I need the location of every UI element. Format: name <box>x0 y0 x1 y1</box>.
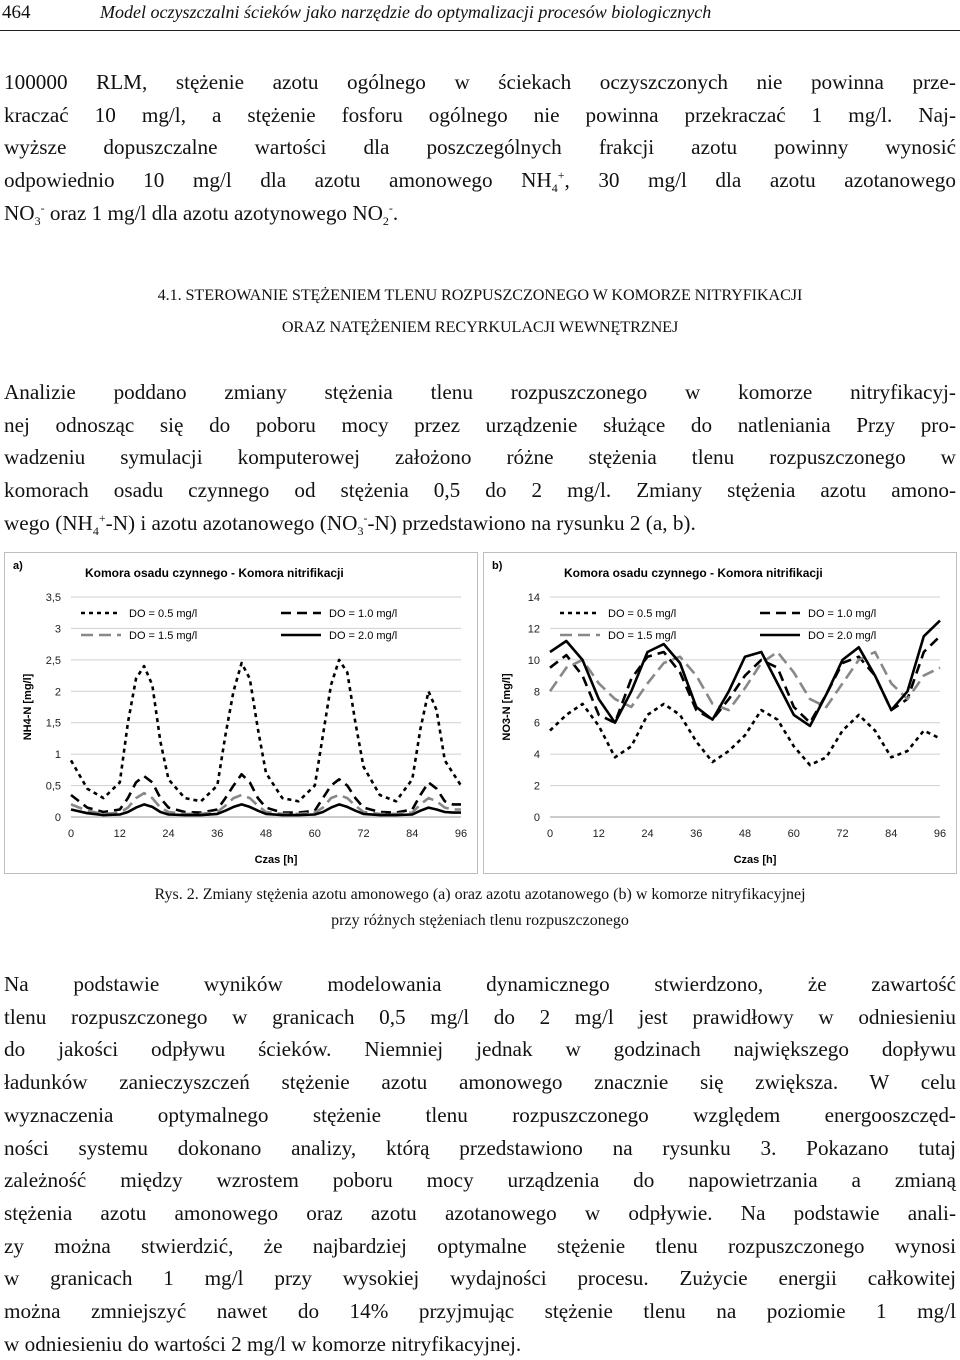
subscript: 3 <box>34 214 41 229</box>
chart-a-ytick-label: 3 <box>54 623 61 636</box>
text-line <box>4 507 956 540</box>
chart-b-xlabel: Czas [h] <box>733 854 777 866</box>
chart-a-ytick-label: 2 <box>54 686 61 699</box>
chart-a-xtick-label: 84 <box>406 828 419 840</box>
chart-a-xlabel: Czas [h] <box>254 854 298 866</box>
chart-a-xtick-label: 96 <box>454 828 468 840</box>
chart-a-ytick-label: 2,5 <box>45 654 61 667</box>
chart-b-panel <box>483 552 957 874</box>
text-line: tlenu rozpuszczonego w granicach 0,5 mg/l do 2 mg/l jest prawidłowy w odniesieniu <box>4 1004 956 1029</box>
chart-b-legend-label: DO = 1.5 mg/l <box>608 630 677 642</box>
chart-a <box>5 553 477 873</box>
chart-b-xtick-label: 48 <box>738 828 752 840</box>
section-heading-line-1: 4.1. STEROWANIE STĘŻENIEM TLENU ROZPUSZCZONEGO W KOMORZE NITRYFIKACJI <box>157 286 803 304</box>
text-line: wyższe dopuszczalne wartości dla poszczególnych frakcji azotu powinny wynosić <box>4 135 956 160</box>
text-run: . <box>392 200 399 225</box>
subscript: 4 <box>551 181 558 196</box>
superscript: - <box>40 200 45 215</box>
chart-b <box>484 553 956 873</box>
chart-b-series-line-2 <box>550 636 940 722</box>
chart-b-ytick-label: 2 <box>533 780 540 793</box>
chart-a-series-line-1 <box>71 660 461 801</box>
chart-b-xtick-label: 24 <box>641 828 654 840</box>
chart-b-panel-label: b) <box>492 560 503 572</box>
chart-a-panel-label: a) <box>13 560 23 572</box>
chart-a-legend-label: DO = 1.0 mg/l <box>329 608 398 620</box>
chart-b-xtick-label: 84 <box>885 828 898 840</box>
chart-b-ytick-label: 8 <box>533 686 540 699</box>
chart-a-ytick-label: 3,5 <box>45 592 61 604</box>
text-line: stężenia azotu amonowego oraz azotu azotanowego w odpływie. Na podstawie anali- <box>4 1200 956 1225</box>
chart-b-ytick-label: 6 <box>533 717 540 730</box>
text-line: wyznaczenia optymalnego stężenie tlenu rozpuszczonego względem energooszczęd- <box>4 1102 956 1127</box>
text-line: 100000 RLM, stężenie azotu ogólnego w ściekach oczyszczonych nie powinna prze- <box>4 70 956 94</box>
text-line: zależność między wzrostem poboru mocy urządzenia do napowietrzania a zmianą <box>4 1168 956 1193</box>
section-heading-line-2: ORAZ NATĘŻENIEM RECYRKULACJI WEWNĘTRZNEJ <box>281 318 679 336</box>
text-line: ładunków zanieczyszczeń stężenie azotu amonowego znacznie się zwiększa. W celu <box>4 1070 956 1095</box>
running-title: Model oczyszczalni ścieków jako narzędzie do optymalizacji procesów biologicznych <box>100 2 712 22</box>
chart-b-xtick-label: 60 <box>787 828 800 840</box>
page-number: 464 <box>2 2 31 23</box>
chart-b-ytick-label: 10 <box>527 654 540 667</box>
header-rule <box>0 30 960 31</box>
chart-a-ytick-label: 1 <box>54 749 61 762</box>
text-run: -N) przedstawiono na rysunku 2 (a, b). <box>367 510 696 535</box>
chart-b-xtick-label: 96 <box>933 828 947 840</box>
chart-a-xtick-label: 24 <box>162 828 175 840</box>
chart-b-ylabel: NO3-N [mg/l] <box>501 673 513 741</box>
text-run: wego (NH <box>4 510 93 535</box>
superscript: - <box>388 200 393 215</box>
text-line: wadzeniu symulacji komputerowej założono różne stężenia tlenu rozpuszczonego w <box>4 445 956 470</box>
chart-a-xtick-label: 12 <box>113 828 126 840</box>
chart-b-legend-label: DO = 2.0 mg/l <box>808 630 877 642</box>
figure-caption-line-2: przy różnych stężeniach tlenu rozpuszczonego <box>331 912 629 929</box>
chart-a-xtick-label: 48 <box>259 828 273 840</box>
text-line: kraczać 10 mg/l, a stężenie fosforu ogólnego nie powinna przekraczać 1 mg/l. Naj- <box>4 102 956 127</box>
running-header <box>0 0 960 28</box>
chart-b-legend-label: DO = 0.5 mg/l <box>608 608 677 620</box>
text-line <box>4 197 956 230</box>
chart-a-xtick-label: 60 <box>308 828 321 840</box>
paragraph-1 <box>4 66 956 230</box>
chart-b-legend-label: DO = 1.0 mg/l <box>808 608 877 620</box>
subscript: 3 <box>357 524 364 539</box>
paragraph-3 <box>4 968 956 1360</box>
text-line: można zmniejszyć nawet do 14% przyjmując stężenie tlenu na poziomie 1 mg/l <box>4 1299 956 1324</box>
text-line: do jakości odpływu ścieków. Niemniej jednak w godzinach największego dopływu <box>4 1037 956 1062</box>
chart-a-ytick-label: 0 <box>54 812 61 824</box>
superscript: - <box>363 510 368 525</box>
paragraph-2 <box>4 376 956 540</box>
chart-a-xtick-label: 36 <box>211 828 224 840</box>
chart-b-xtick-label: 12 <box>592 828 605 840</box>
chart-b-xtick-label: 0 <box>546 828 554 840</box>
chart-a-legend-label: DO = 1.5 mg/l <box>129 630 198 642</box>
subscript: 2 <box>382 214 389 229</box>
subscript: 4 <box>92 524 99 539</box>
figure-caption-line-1: Rys. 2. Zmiany stężenia azotu amonowego (a) oraz azotu azotanowego (b) w komorze nitryfikacyjnej <box>154 886 806 903</box>
chart-b-xtick-label: 72 <box>836 828 849 840</box>
chart-b-ytick-label: 14 <box>527 592 540 604</box>
text-line: zy można stwierdzić, że najbardziej optymalne stężenie tlenu rozpuszczonego wynosi <box>4 1233 956 1258</box>
chart-a-ylabel: NH4-N [mg/l] <box>22 673 34 741</box>
text-run: NO <box>4 200 35 225</box>
text-line: ności systemu dokonano analizy, którą przedstawiono na rysunku 3. Pokazano tutaj <box>4 1135 956 1160</box>
chart-a-legend-label: DO = 2.0 mg/l <box>329 630 398 642</box>
text-line: w odniesieniu do wartości 2 mg/l w komorze nitryfikacyjnej. <box>4 1331 522 1356</box>
chart-b-series-line-3 <box>550 652 940 710</box>
text-line <box>4 164 956 197</box>
chart-b-ytick-label: 0 <box>533 812 540 824</box>
chart-b-title: Komora osadu czynnego - Komora nitrifikacji <box>564 566 823 580</box>
text-line: Analizie poddano zmiany stężenia tlenu rozpuszczonego w komorze nitryfikacyj- <box>4 380 956 404</box>
chart-a-xtick-label: 0 <box>67 828 75 840</box>
chart-a-ytick-label: 0,5 <box>45 780 61 793</box>
text-line: komorach osadu czynnego od stężenia 0,5 do 2 mg/l. Zmiany stężenia azotu amono- <box>4 478 956 503</box>
chart-a-ytick-label: 1,5 <box>45 717 61 730</box>
text-run: odpowiednio 10 mg/l dla azotu amonowego NH <box>4 168 552 193</box>
text-line: w granicach 1 mg/l przy wysokiej wydajności procesu. Zużycie energii całkowitej <box>4 1266 956 1291</box>
text-run: , 30 mg/l dla azotu azotanowego <box>564 168 956 193</box>
chart-a-panel <box>4 552 478 874</box>
chart-a-legend-label: DO = 0.5 mg/l <box>129 608 198 620</box>
chart-b-xtick-label: 36 <box>690 828 703 840</box>
text-run: oraz 1 mg/l dla azotu azotynowego NO <box>44 200 383 225</box>
chart-b-ytick-label: 12 <box>527 623 540 636</box>
text-run: -N) i azotu azotanowego (NO <box>105 510 358 535</box>
chart-a-xtick-label: 72 <box>357 828 370 840</box>
text-line: nej odnosząc się do poboru mocy przez urządzenie służące do natleniania Przy pro- <box>4 412 956 437</box>
chart-a-title: Komora osadu czynnego - Komora nitrifikacji <box>85 566 344 580</box>
chart-b-ytick-label: 4 <box>533 749 540 762</box>
superscript: + <box>98 510 106 525</box>
text-line: Na podstawie wyników modelowania dynamicznego stwierdzono, że zawartość <box>4 972 956 996</box>
superscript: + <box>557 168 565 183</box>
